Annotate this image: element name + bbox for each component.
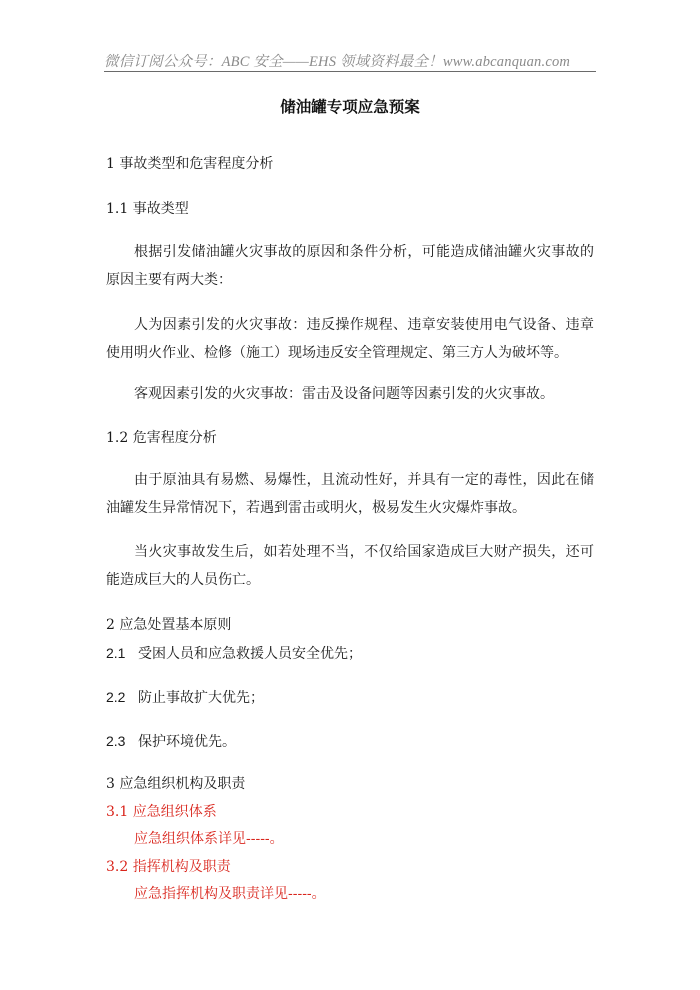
section-1-1-paragraph-3: 客观因素引发的火灾事故：雷击及设备问题等因素引发的火灾事故。 bbox=[134, 386, 554, 402]
principle-number: 2.3 bbox=[106, 733, 126, 749]
section-3-heading: 3 应急组织机构及职责 bbox=[106, 776, 246, 792]
section-3-2-text: 应急指挥机构及职责详见-----。 bbox=[134, 886, 326, 902]
principle-text: 防止事故扩大优先； bbox=[138, 690, 264, 706]
header-banner: 微信订阅公众号：ABC 安全——EHS 领域资料最全！www.abcanquan.com bbox=[104, 54, 571, 70]
section-1-2-heading: 1.2 危害程度分析 bbox=[106, 430, 217, 446]
header-divider bbox=[104, 71, 596, 72]
principle-text: 保护环境优先。 bbox=[138, 734, 236, 750]
section-1-2-paragraph-2: 当火灾事故发生后，如若处理不当，不仅给国家造成巨大财产损失，还可能造成巨大的人员伤亡。 bbox=[106, 544, 594, 588]
principle-item bbox=[106, 731, 236, 752]
section-3-2-heading: 3.2 指挥机构及职责 bbox=[106, 859, 231, 875]
document-title: 储油罐专项应急预案 bbox=[280, 98, 420, 116]
principle-number: 2.2 bbox=[106, 689, 126, 705]
principle-number: 2.1 bbox=[106, 645, 126, 661]
section-1-2-paragraph-1: 由于原油具有易燃、易爆性，且流动性好，并具有一定的毒性，因此在储油罐发生异常情况下，若遇到雷击或明火，极易发生火灾爆炸事故。 bbox=[106, 472, 594, 516]
principle-item bbox=[106, 687, 264, 708]
section-1-1-heading: 1.1 事故类型 bbox=[106, 201, 189, 217]
principle-text: 受困人员和应急救援人员安全优先； bbox=[138, 646, 362, 662]
section-3-1-heading: 3.1 应急组织体系 bbox=[106, 804, 217, 820]
section-3-1-text: 应急组织体系详见-----。 bbox=[134, 831, 284, 847]
section-2-heading: 2 应急处置基本原则 bbox=[106, 617, 232, 633]
section-1-1-paragraph-1: 根据引发储油罐火灾事故的原因和条件分析，可能造成储油罐火灾事故的原因主要有两大类： bbox=[106, 244, 594, 288]
principle-item bbox=[106, 643, 362, 664]
section-1-heading: 1 事故类型和危害程度分析 bbox=[106, 156, 274, 172]
section-1-1-paragraph-2: 人为因素引发的火灾事故：违反操作规程、违章安装使用电气设备、违章使用明火作业、检修（施工）现场违反安全管理规定、第三方人为破坏等。 bbox=[106, 317, 594, 361]
